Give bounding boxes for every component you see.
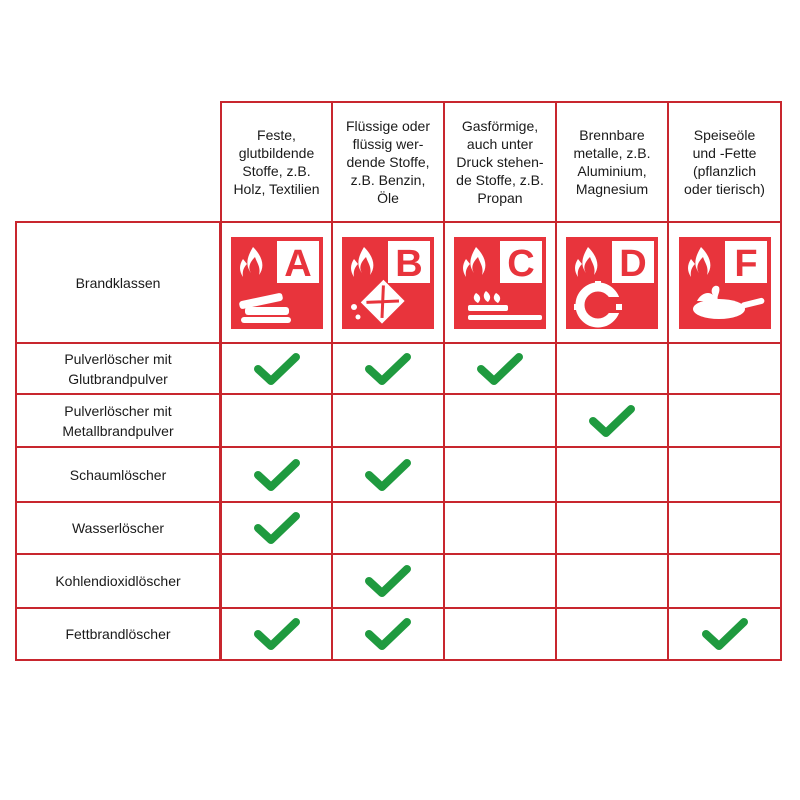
check-icon [364, 617, 412, 651]
fire-class-letter: F [733, 242, 758, 285]
class-header-f [667, 101, 782, 223]
extinguisher-name: Kohlendioxidlöscher [55, 573, 181, 589]
row-label-brandklassen [15, 221, 221, 344]
suitability-cell-b [331, 342, 445, 395]
fire-class-letter: B [395, 242, 423, 285]
fire-class-f-sign [679, 237, 771, 329]
gas-burner-fire-icon [454, 237, 546, 329]
suitability-cell-b [331, 607, 445, 661]
class-sign-cell-f [667, 221, 782, 344]
check-icon [364, 352, 412, 386]
class-sign-cell-c [443, 221, 557, 344]
suitability-cell-a [220, 501, 333, 555]
class-sign-cell-b [331, 221, 445, 344]
suitability-cell-d [555, 607, 669, 661]
extinguisher-row-label [15, 607, 221, 661]
suitability-cell-f [667, 446, 782, 503]
extinguisher-name: Pulverlöscher mit Glutbrandpulver [64, 350, 172, 387]
check-icon [364, 458, 412, 492]
brandklassen-label: Brandklassen [75, 274, 161, 291]
suitability-cell-b [331, 393, 445, 448]
extinguisher-name: Fettbrandlöscher [65, 626, 171, 642]
suitability-cell-d [555, 553, 669, 609]
extinguisher-row-label [15, 342, 221, 395]
fire-class-c-sign [454, 237, 546, 329]
suitability-cell-f [667, 607, 782, 661]
suitability-cell-f [667, 501, 782, 555]
check-icon [253, 617, 301, 651]
suitability-cell-f [667, 393, 782, 448]
suitability-cell-b [331, 446, 445, 503]
fire-class-b-sign [342, 237, 434, 329]
fire-class-letter: D [619, 242, 647, 285]
suitability-cell-c [443, 553, 557, 609]
class-header-d [555, 101, 669, 223]
class-description: Flüssige oder flüssig wer- dende Stoffe, z.B. Benzin, Öle [345, 118, 431, 206]
suitability-cell-d [555, 342, 669, 395]
suitability-cell-a [220, 553, 333, 609]
suitability-cell-b [331, 553, 445, 609]
fire-class-letter: A [283, 242, 312, 285]
suitability-cell-b [331, 501, 445, 555]
suitability-cell-f [667, 342, 782, 395]
suitability-cell-a [220, 342, 333, 395]
class-header-a [220, 101, 333, 223]
class-description: Speiseöle und -Fette (pflanzlich oder tierisch) [684, 127, 765, 197]
extinguisher-row-label [15, 553, 221, 609]
suitability-cell-c [443, 393, 557, 448]
check-icon [253, 458, 301, 492]
suitability-cell-d [555, 501, 669, 555]
check-icon [701, 617, 749, 651]
check-icon [476, 352, 524, 386]
suitability-cell-d [555, 446, 669, 503]
liquid-canister-fire-icon [342, 237, 434, 329]
suitability-cell-a [220, 607, 333, 661]
suitability-cell-f [667, 553, 782, 609]
suitability-cell-c [443, 501, 557, 555]
class-description: Feste, glutbildende Stoffe, z.B. Holz, Textilien [233, 127, 320, 197]
check-icon [253, 352, 301, 386]
suitability-cell-a [220, 446, 333, 503]
frying-pan-fire-icon [679, 237, 771, 329]
fire-class-a-sign [231, 237, 323, 329]
gear-metal-fire-icon [566, 237, 658, 329]
fire-class-d-sign [566, 237, 658, 329]
extinguisher-row-label [15, 393, 221, 448]
suitability-cell-c [443, 446, 557, 503]
suitability-cell-c [443, 342, 557, 395]
class-header-c [443, 101, 557, 223]
suitability-cell-a [220, 393, 333, 448]
fire-class-letter: C [507, 242, 535, 285]
check-icon [364, 564, 412, 598]
check-icon [253, 511, 301, 545]
extinguisher-name: Schaumlöscher [69, 466, 167, 483]
class-description: Gasförmige, auch unter Druck stehen- de Stoffe, z.B. Propan [456, 118, 544, 206]
extinguisher-row-label [15, 501, 221, 555]
extinguisher-name: Wasserlöscher [71, 520, 165, 536]
class-description: Brennbare metalle, z.B. Aluminium, Magnesium [573, 127, 651, 197]
class-sign-cell-d [555, 221, 669, 344]
class-sign-cell-a [220, 221, 333, 344]
class-header-b [331, 101, 445, 223]
suitability-cell-c [443, 607, 557, 661]
wood-fire-icon [231, 237, 323, 329]
extinguisher-row-label [15, 446, 221, 503]
fire-extinguisher-table [15, 101, 782, 661]
extinguisher-name: Pulverlöscher mit Metallbrandpulver [62, 402, 174, 439]
check-icon [588, 404, 636, 438]
suitability-cell-d [555, 393, 669, 448]
